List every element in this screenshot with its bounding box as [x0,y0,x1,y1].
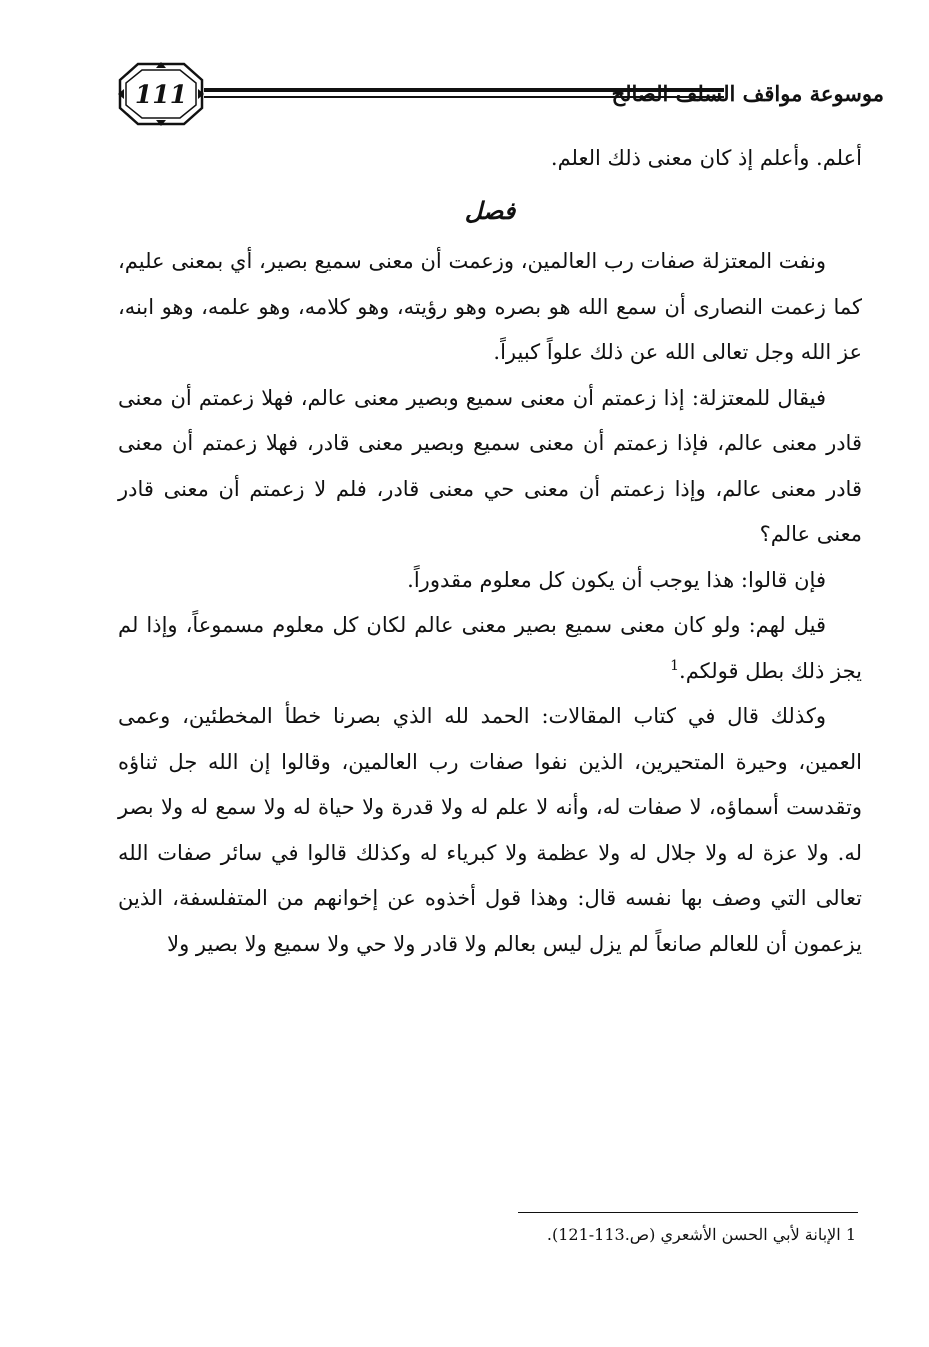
intro-line: أعلم. وأعلم إذ كان معنى ذلك العلم. [550,146,862,170]
series-title: موسوعة مواقف السلف الصالح [611,81,884,106]
paragraph-5: وكذلك قال في كتاب المقالات: الحمد لله الذي بصرنا خطأ المخطئين، وعمى العمين، وحيرة المتحيرين، الذين نفوا صفات رب العالمين، وقالوا إن الله جل ثناؤه وتقدست أسماؤه، لا صفات له، وأنه لا علم له ولا قدرة ولا حياة له ولا سمع له ولا بصر له. ولا عزة له ولا جلال له ولا عظمة ولا كبرياء له وكذلك قالوا في سائر صفات الله تعالى التي وصف بها نفسه قال: وهذا قول أخذوه عن إخوانهم من المتفلسفة، الذين يزعمون أن للعالم صانعاً لم يزل ليس بعالم ولا قادر ولا حي ولا سميع ولا بصير ولا [118,704,862,956]
footnote-divider [518,1212,858,1213]
paragraph-2: فيقال للمعتزلة: إذا زعمتم أن معنى سميع وبصير معنى عالم، فهلا زعمتم أن معنى قادر معنى عالم، فإذا زعمتم أن معنى سميع وبصير معنى قادر، فهلا زعمتم أن معنى قادر معنى عالم، وإذا زعمتم أن معنى حي معنى قادر، فلم لا زعمتم أن معنى قادر معنى عالم؟ [118,385,862,546]
paragraph-1: ونفت المعتزلة صفات رب العالمين، وزعمت أن معنى سميع بصير، أي بمعنى عليم، كما زعمت النصارى أن سمع الله هو بصره وهو رؤيته، وهو كلامه، وهو علمه، وهو ابنه، عز الله وجل تعالى الله عن ذلك علواً كبيراً. [118,249,862,364]
footnote: 1 الإبانة لأبي الحسن الأشعري (ص.113-121). [546,1225,856,1244]
page-number: 111 [134,79,188,109]
paragraph-4-text: قيل لهم: ولو كان معنى سميع بصير معنى عالم لكان كل معلوم مسموعاً، وإذا لم يجز ذلك بطل قولكم. [118,613,862,683]
footnote-reference: 1 [670,657,680,674]
page-number-badge [118,62,204,126]
page-header [118,62,884,126]
paragraph-4 [118,603,862,694]
paragraph-3: فإن قالوا: هذا يوجب أن يكون كل معلوم مقدوراً. [407,567,826,592]
page-body [118,136,862,967]
section-heading: فصل [464,195,516,225]
